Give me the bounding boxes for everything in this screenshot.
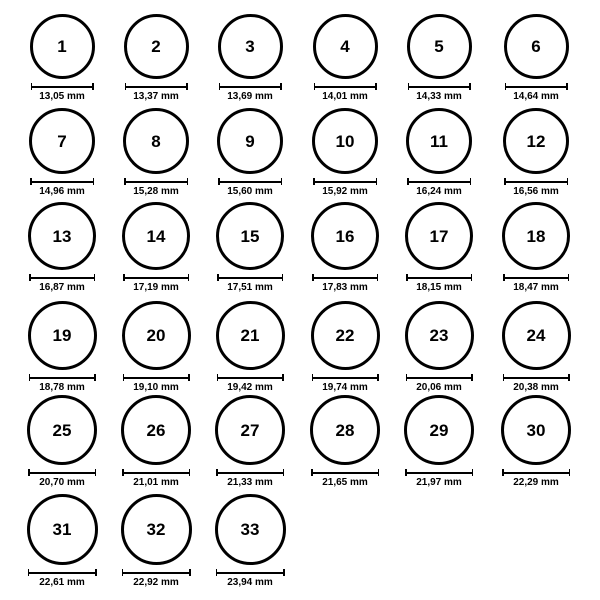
diameter-value: 13,37 mm (133, 91, 179, 102)
ring-size-label: 5 (434, 37, 444, 56)
diameter-value: 22,29 mm (513, 477, 559, 488)
dimension-annotation (314, 83, 377, 102)
ring-size-label: 11 (430, 131, 448, 151)
ring-circle (311, 301, 380, 370)
diameter-value: 19,42 mm (227, 382, 273, 393)
dimension-annotation (219, 83, 282, 102)
ring-size-cell (203, 202, 297, 293)
ring-size-cell (109, 395, 203, 488)
dimension-annotation (122, 569, 191, 588)
ring-size-cell (15, 108, 109, 197)
dimension-annotation (216, 469, 284, 488)
ring-size-label: 18 (526, 226, 546, 246)
ring-size-cell (15, 202, 109, 293)
ring-size-label: 9 (245, 131, 255, 151)
ring-circle (216, 301, 285, 370)
dimension-annotation (122, 469, 190, 488)
dimension-annotation (406, 274, 472, 293)
dimension-annotation (216, 569, 285, 588)
ring-circle (502, 301, 571, 370)
dimension-annotation (28, 569, 97, 588)
ring-circle (122, 301, 191, 370)
dimension-annotation (29, 274, 95, 293)
ring-size-label: 17 (429, 226, 449, 246)
ring-size-cell (489, 108, 583, 197)
ring-circle (218, 14, 283, 79)
diameter-value: 23,94 mm (227, 577, 273, 588)
dimension-line-icon (29, 274, 95, 281)
diameter-value: 21,01 mm (133, 477, 179, 488)
ring-circle (215, 395, 285, 465)
diameter-value: 18,78 mm (39, 382, 85, 393)
diameter-value: 14,33 mm (416, 91, 462, 102)
ring-size-label: 27 (240, 420, 260, 440)
dimension-line-icon (125, 83, 188, 90)
ring-circle (27, 395, 97, 465)
ring-size-cell (298, 14, 392, 102)
ring-size-cell (203, 108, 297, 197)
dimension-line-icon (505, 83, 568, 90)
ring-size-cell (392, 14, 486, 102)
ring-size-label: 32 (146, 520, 166, 539)
ring-circle (502, 202, 570, 270)
diameter-value: 16,56 mm (513, 186, 559, 197)
dimension-annotation (28, 469, 96, 488)
dimension-line-icon (122, 469, 190, 476)
dimension-line-icon (312, 274, 378, 281)
ring-size-label: 30 (526, 420, 546, 440)
dimension-line-icon (216, 569, 285, 576)
ring-size-label: 12 (526, 131, 546, 151)
ring-circle (217, 108, 283, 174)
diameter-value: 22,92 mm (133, 577, 179, 588)
ring-size-cell (489, 301, 583, 393)
ring-circle (405, 202, 473, 270)
ring-size-label: 33 (240, 520, 260, 539)
ring-size-label: 1 (57, 37, 67, 56)
ring-circle (313, 14, 378, 79)
dimension-annotation (30, 178, 94, 197)
ring-circle (215, 494, 286, 565)
dimension-line-icon (502, 469, 570, 476)
dimension-line-icon (218, 178, 282, 185)
dimension-line-icon (314, 83, 377, 90)
dimension-annotation (405, 469, 473, 488)
diameter-value: 17,83 mm (322, 282, 368, 293)
ring-size-cell (109, 108, 203, 197)
ring-size-cell (15, 395, 109, 488)
ring-circle (121, 494, 192, 565)
ring-size-label: 31 (52, 520, 72, 539)
ring-size-label: 21 (240, 326, 260, 345)
ring-size-cell (109, 14, 203, 102)
ring-size-cell (298, 108, 392, 197)
ring-size-cell (298, 395, 392, 488)
dimension-line-icon (311, 469, 379, 476)
dimension-line-icon (28, 569, 97, 576)
ring-size-cell (392, 301, 486, 393)
dimension-line-icon (29, 374, 96, 381)
ring-size-cell (392, 202, 486, 293)
diameter-value: 15,92 mm (322, 186, 368, 197)
ring-size-label: 4 (340, 37, 350, 56)
dimension-line-icon (124, 178, 188, 185)
diameter-value: 20,70 mm (39, 477, 85, 488)
ring-size-cell (392, 108, 486, 197)
dimension-annotation (407, 178, 471, 197)
dimension-annotation (123, 274, 189, 293)
ring-size-label: 23 (429, 326, 449, 345)
ring-circle (124, 14, 189, 79)
dimension-line-icon (216, 469, 284, 476)
dimension-annotation (312, 374, 379, 393)
dimension-annotation (505, 83, 568, 102)
ring-size-cell (15, 301, 109, 393)
ring-circle (28, 202, 96, 270)
dimension-annotation (124, 178, 188, 197)
dimension-line-icon (217, 274, 283, 281)
dimension-line-icon (405, 469, 473, 476)
dimension-annotation (125, 83, 188, 102)
ring-size-cell (203, 14, 297, 102)
dimension-annotation (218, 178, 282, 197)
dimension-line-icon (503, 374, 570, 381)
ring-size-label: 13 (52, 226, 72, 246)
ring-circle (503, 108, 569, 174)
ring-circle (405, 301, 474, 370)
diameter-value: 21,65 mm (322, 477, 368, 488)
ring-circle (29, 108, 95, 174)
ring-size-cell (15, 14, 109, 102)
ring-circle (311, 202, 379, 270)
ring-circle (310, 395, 380, 465)
ring-size-cell (109, 202, 203, 293)
ring-size-cell (489, 395, 583, 488)
ring-size-label: 22 (335, 326, 355, 345)
ring-size-cell (109, 494, 203, 588)
ring-circle (407, 14, 472, 79)
diameter-value: 19,74 mm (322, 382, 368, 393)
diameter-value: 17,19 mm (133, 282, 179, 293)
dimension-line-icon (28, 469, 96, 476)
dimension-annotation (504, 178, 568, 197)
ring-size-cell (298, 202, 392, 293)
diameter-value: 17,51 mm (227, 282, 273, 293)
diameter-value: 16,24 mm (416, 186, 462, 197)
dimension-line-icon (31, 83, 94, 90)
diameter-value: 15,28 mm (133, 186, 179, 197)
dimension-line-icon (406, 374, 473, 381)
ring-size-label: 19 (52, 326, 72, 345)
ring-circle (501, 395, 571, 465)
diameter-value: 13,05 mm (39, 91, 85, 102)
dimension-annotation (29, 374, 96, 393)
dimension-line-icon (312, 374, 379, 381)
ring-size-cell (298, 301, 392, 393)
diameter-value: 14,64 mm (513, 91, 559, 102)
ring-size-cell (203, 395, 297, 488)
ring-size-label: 10 (335, 131, 355, 151)
dimension-annotation (408, 83, 471, 102)
ring-circle (312, 108, 378, 174)
dimension-line-icon (123, 374, 190, 381)
diameter-value: 20,06 mm (416, 382, 462, 393)
ring-size-label: 28 (335, 420, 355, 440)
ring-circle (121, 395, 191, 465)
dimension-annotation (31, 83, 94, 102)
diameter-value: 21,33 mm (227, 477, 273, 488)
dimension-line-icon (122, 569, 191, 576)
diameter-value: 15,60 mm (227, 186, 273, 197)
diameter-value: 14,01 mm (322, 91, 368, 102)
dimension-line-icon (504, 178, 568, 185)
diameter-value: 20,38 mm (513, 382, 559, 393)
ring-size-cell (203, 301, 297, 393)
diameter-value: 19,10 mm (133, 382, 179, 393)
ring-circle (504, 14, 569, 79)
ring-size-label: 8 (151, 131, 161, 151)
dimension-line-icon (30, 178, 94, 185)
dimension-annotation (313, 178, 377, 197)
dimension-annotation (502, 469, 570, 488)
ring-size-cell (489, 202, 583, 293)
dimension-line-icon (503, 274, 569, 281)
diameter-value: 18,47 mm (513, 282, 559, 293)
ring-size-cell (109, 301, 203, 393)
dimension-annotation (311, 469, 379, 488)
dimension-annotation (503, 374, 570, 393)
ring-circle (406, 108, 472, 174)
ring-size-label: 14 (146, 226, 166, 246)
diameter-value: 14,96 mm (39, 186, 85, 197)
dimension-annotation (217, 274, 283, 293)
ring-size-label: 25 (52, 420, 72, 440)
dimension-annotation (503, 274, 569, 293)
ring-size-cell (15, 494, 109, 588)
dimension-line-icon (123, 274, 189, 281)
ring-size-cell (203, 494, 297, 588)
diameter-value: 13,69 mm (227, 91, 273, 102)
ring-circle (30, 14, 95, 79)
diameter-value: 16,87 mm (39, 282, 85, 293)
diameter-value: 18,15 mm (416, 282, 462, 293)
dimension-annotation (123, 374, 190, 393)
ring-circle (27, 494, 98, 565)
ring-size-label: 24 (526, 326, 546, 345)
ring-size-label: 29 (429, 420, 449, 440)
ring-size-label: 3 (245, 37, 255, 56)
ring-circle (123, 108, 189, 174)
dimension-line-icon (407, 178, 471, 185)
diameter-value: 21,97 mm (416, 477, 462, 488)
dimension-line-icon (313, 178, 377, 185)
ring-circle (28, 301, 97, 370)
diameter-value: 22,61 mm (39, 577, 85, 588)
ring-size-cell (392, 395, 486, 488)
ring-circle (216, 202, 284, 270)
ring-size-label: 26 (146, 420, 166, 440)
ring-size-label: 20 (146, 326, 166, 345)
ring-size-label: 15 (240, 226, 260, 246)
ring-circle (404, 395, 474, 465)
ring-size-label: 7 (57, 131, 67, 151)
dimension-annotation (217, 374, 284, 393)
ring-size-label: 2 (151, 37, 161, 56)
ring-size-cell (489, 14, 583, 102)
dimension-line-icon (217, 374, 284, 381)
ring-circle (122, 202, 190, 270)
dimension-line-icon (219, 83, 282, 90)
dimension-line-icon (408, 83, 471, 90)
ring-size-label: 6 (531, 37, 541, 56)
dimension-annotation (312, 274, 378, 293)
ring-size-label: 16 (335, 226, 355, 246)
dimension-line-icon (406, 274, 472, 281)
dimension-annotation (406, 374, 473, 393)
